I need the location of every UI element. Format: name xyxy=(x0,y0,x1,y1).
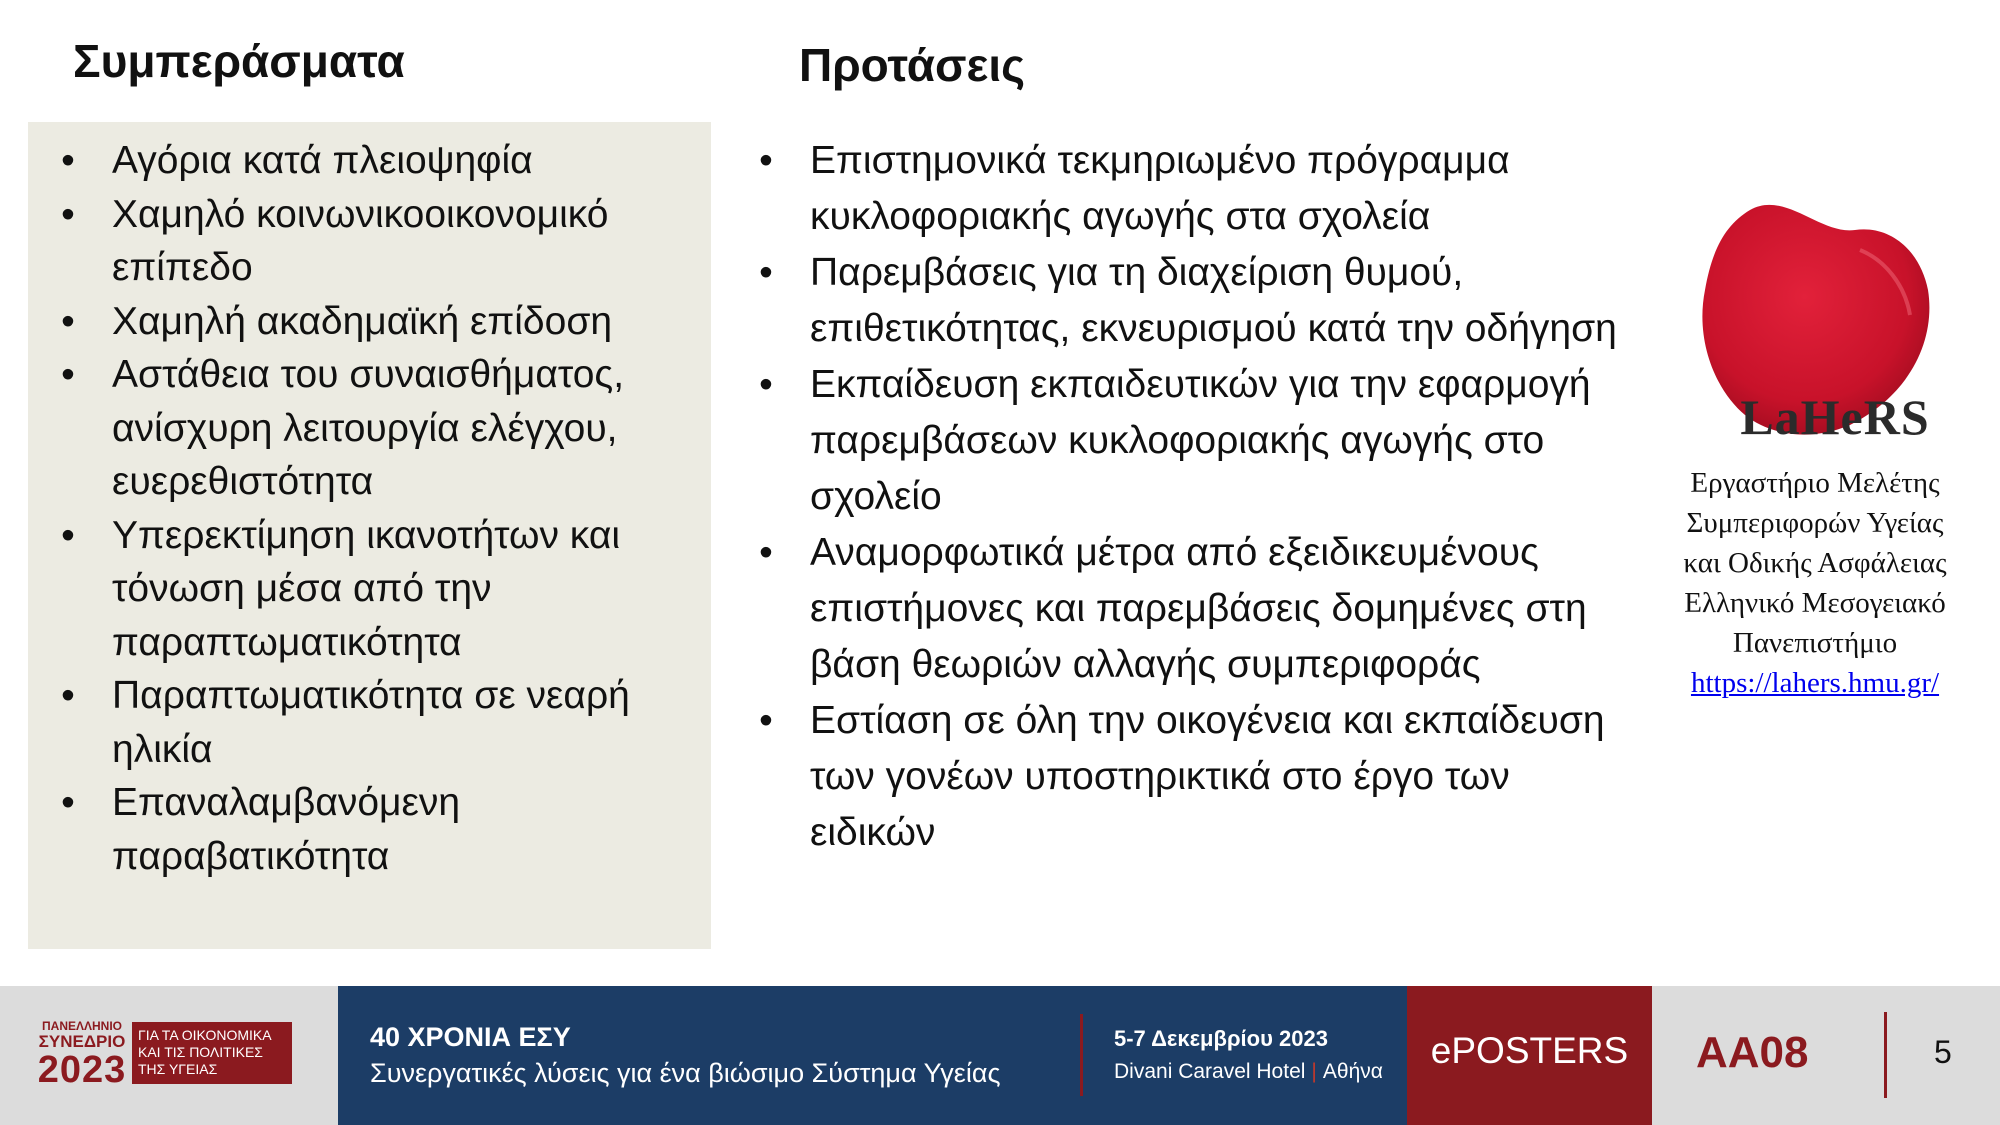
lab-info-line: Πανεπιστήμιο xyxy=(1732,627,1898,659)
conference-year: 2023 xyxy=(37,1049,127,1091)
list-item xyxy=(28,669,688,776)
poster-code: AA08 xyxy=(1696,1028,1809,1077)
list-item-text: Επαναλαμβανόμενη παραβατικότητα xyxy=(112,781,461,878)
conclusions-heading: Συμπεράσματα xyxy=(73,35,405,87)
lab-info-line: και Οδικής Ασφάλειας xyxy=(1683,547,1947,579)
list-item xyxy=(726,357,1626,525)
list-item-text: Υπερεκτίμηση ικανοτήτων και τόνωση μέσα από την παραπτωματικότητα xyxy=(112,513,621,664)
bullet-icon: • xyxy=(759,251,773,294)
list-item xyxy=(726,693,1626,861)
bullet-icon: • xyxy=(759,699,773,742)
divider xyxy=(1080,1014,1083,1096)
list-item-text: Χαμηλή ακαδημαϊκή επίδοση xyxy=(112,299,613,343)
eposters-badge xyxy=(1407,986,1652,1125)
venue-separator: | xyxy=(1311,1060,1317,1083)
conference-name xyxy=(34,1020,130,1089)
conference-subtitle: Συνεργατικές λύσεις για ένα βιώσιμο Σύστημα Υγείας xyxy=(370,1058,1001,1088)
list-item-text: Χαμηλό κοινωνικοοικονομικό επίπεδο xyxy=(112,192,609,289)
proposals-heading: Προτάσεις xyxy=(799,39,1026,91)
list-item-text: Αναμορφωτικά μέτρα από εξειδικευμένους επιστήμονες και παρεμβάσεις δομημένες στη βάση θεωριών αλλαγής συμπεριφοράς xyxy=(810,531,1587,686)
footer-banner xyxy=(0,986,2000,1125)
list-item-text: Παρεμβάσεις για τη διαχείριση θυμού, επιθετικότητας, εκνευρισμού κατά την οδήγηση xyxy=(810,251,1617,350)
lab-info-line: Εργαστήριο Μελέτης xyxy=(1690,467,1940,499)
bullet-icon: • xyxy=(61,781,75,824)
list-item-text: Παραπτωματικότητα σε νεαρή ηλικία xyxy=(112,674,630,771)
lab-info xyxy=(1650,463,1980,703)
list-item xyxy=(28,134,688,188)
bullet-icon: • xyxy=(759,139,773,182)
list-item xyxy=(28,188,688,295)
lab-info-line: Συμπεριφορών Υγείας xyxy=(1686,507,1944,539)
list-item xyxy=(28,509,688,670)
bullet-icon: • xyxy=(61,299,75,343)
list-item xyxy=(726,245,1626,357)
divider xyxy=(1884,1012,1887,1098)
poster-id-panel xyxy=(1652,986,2000,1125)
list-item-text: Εκπαίδευση εκπαιδευτικών για την εφαρμογή παρεμβάσεων κυκλοφοριακής αγωγής στο σχολείο xyxy=(810,363,1591,518)
lahers-logo-text: LaHeRS xyxy=(1740,389,1930,445)
bullet-icon: • xyxy=(759,363,773,406)
lab-info-line: Ελληνικό Μεσογειακό xyxy=(1684,587,1946,619)
list-item-text: Αστάθεια του συναισθήματος, ανίσχυρη λειτουργία ελέγχου, ευερεθιστότητα xyxy=(112,353,625,503)
page-number: 5 xyxy=(1934,1034,1952,1070)
conference-line1: ΠΑΝΕΛΛΗΝΙΟ xyxy=(41,1019,122,1033)
venue-name: Divani Caravel Hotel xyxy=(1114,1060,1306,1083)
lab-url-link[interactable]: https://lahers.hmu.gr/ xyxy=(1690,667,1940,699)
conference-logo xyxy=(0,986,338,1125)
conference-title: 40 ΧΡΟΝΙΑ ΕΣΥ xyxy=(370,1022,571,1052)
bullet-icon: • xyxy=(61,139,75,182)
list-item xyxy=(726,133,1626,245)
eposters-label: ePOSTERS xyxy=(1430,1030,1629,1071)
list-item-text: Αγόρια κατά πλειοψηφία xyxy=(112,139,533,182)
venue-city: Αθήνα xyxy=(1322,1060,1383,1083)
bullet-icon: • xyxy=(759,531,773,574)
conference-topic: ΓΙΑ ΤΑ ΟΙΚΟΝΟΜΙΚΑ ΚΑΙ ΤΙΣ ΠΟΛΙΤΙΚΕΣ ΤΗΣ ΥΓΕΙΑΣ xyxy=(132,1022,292,1084)
proposals-list xyxy=(726,133,1626,861)
list-item-text: Επιστημονικά τεκμηριωμένο πρόγραμμα κυκλοφοριακής αγωγής στα σχολεία xyxy=(810,139,1510,238)
bullet-icon: • xyxy=(61,192,75,236)
conference-title-bar xyxy=(338,986,1407,1125)
bullet-icon: • xyxy=(61,674,75,717)
list-item xyxy=(28,295,688,349)
bullet-icon: • xyxy=(61,513,75,557)
list-item-text: Εστίαση σε όλη την οικογένεια και εκπαίδευση των γονέων υποστηρικτικά στο έργο των ειδικών xyxy=(810,699,1605,854)
conference-line2: ΣΥΝΕΔΡΙΟ xyxy=(38,1032,126,1051)
conference-venue xyxy=(1114,1060,1383,1084)
list-item xyxy=(28,776,688,883)
bullet-icon: • xyxy=(61,353,75,396)
list-item xyxy=(28,348,688,509)
conference-date: 5-7 Δεκεμβρίου 2023 xyxy=(1114,1026,1328,1051)
conclusions-list xyxy=(28,134,688,883)
list-item xyxy=(726,525,1626,693)
